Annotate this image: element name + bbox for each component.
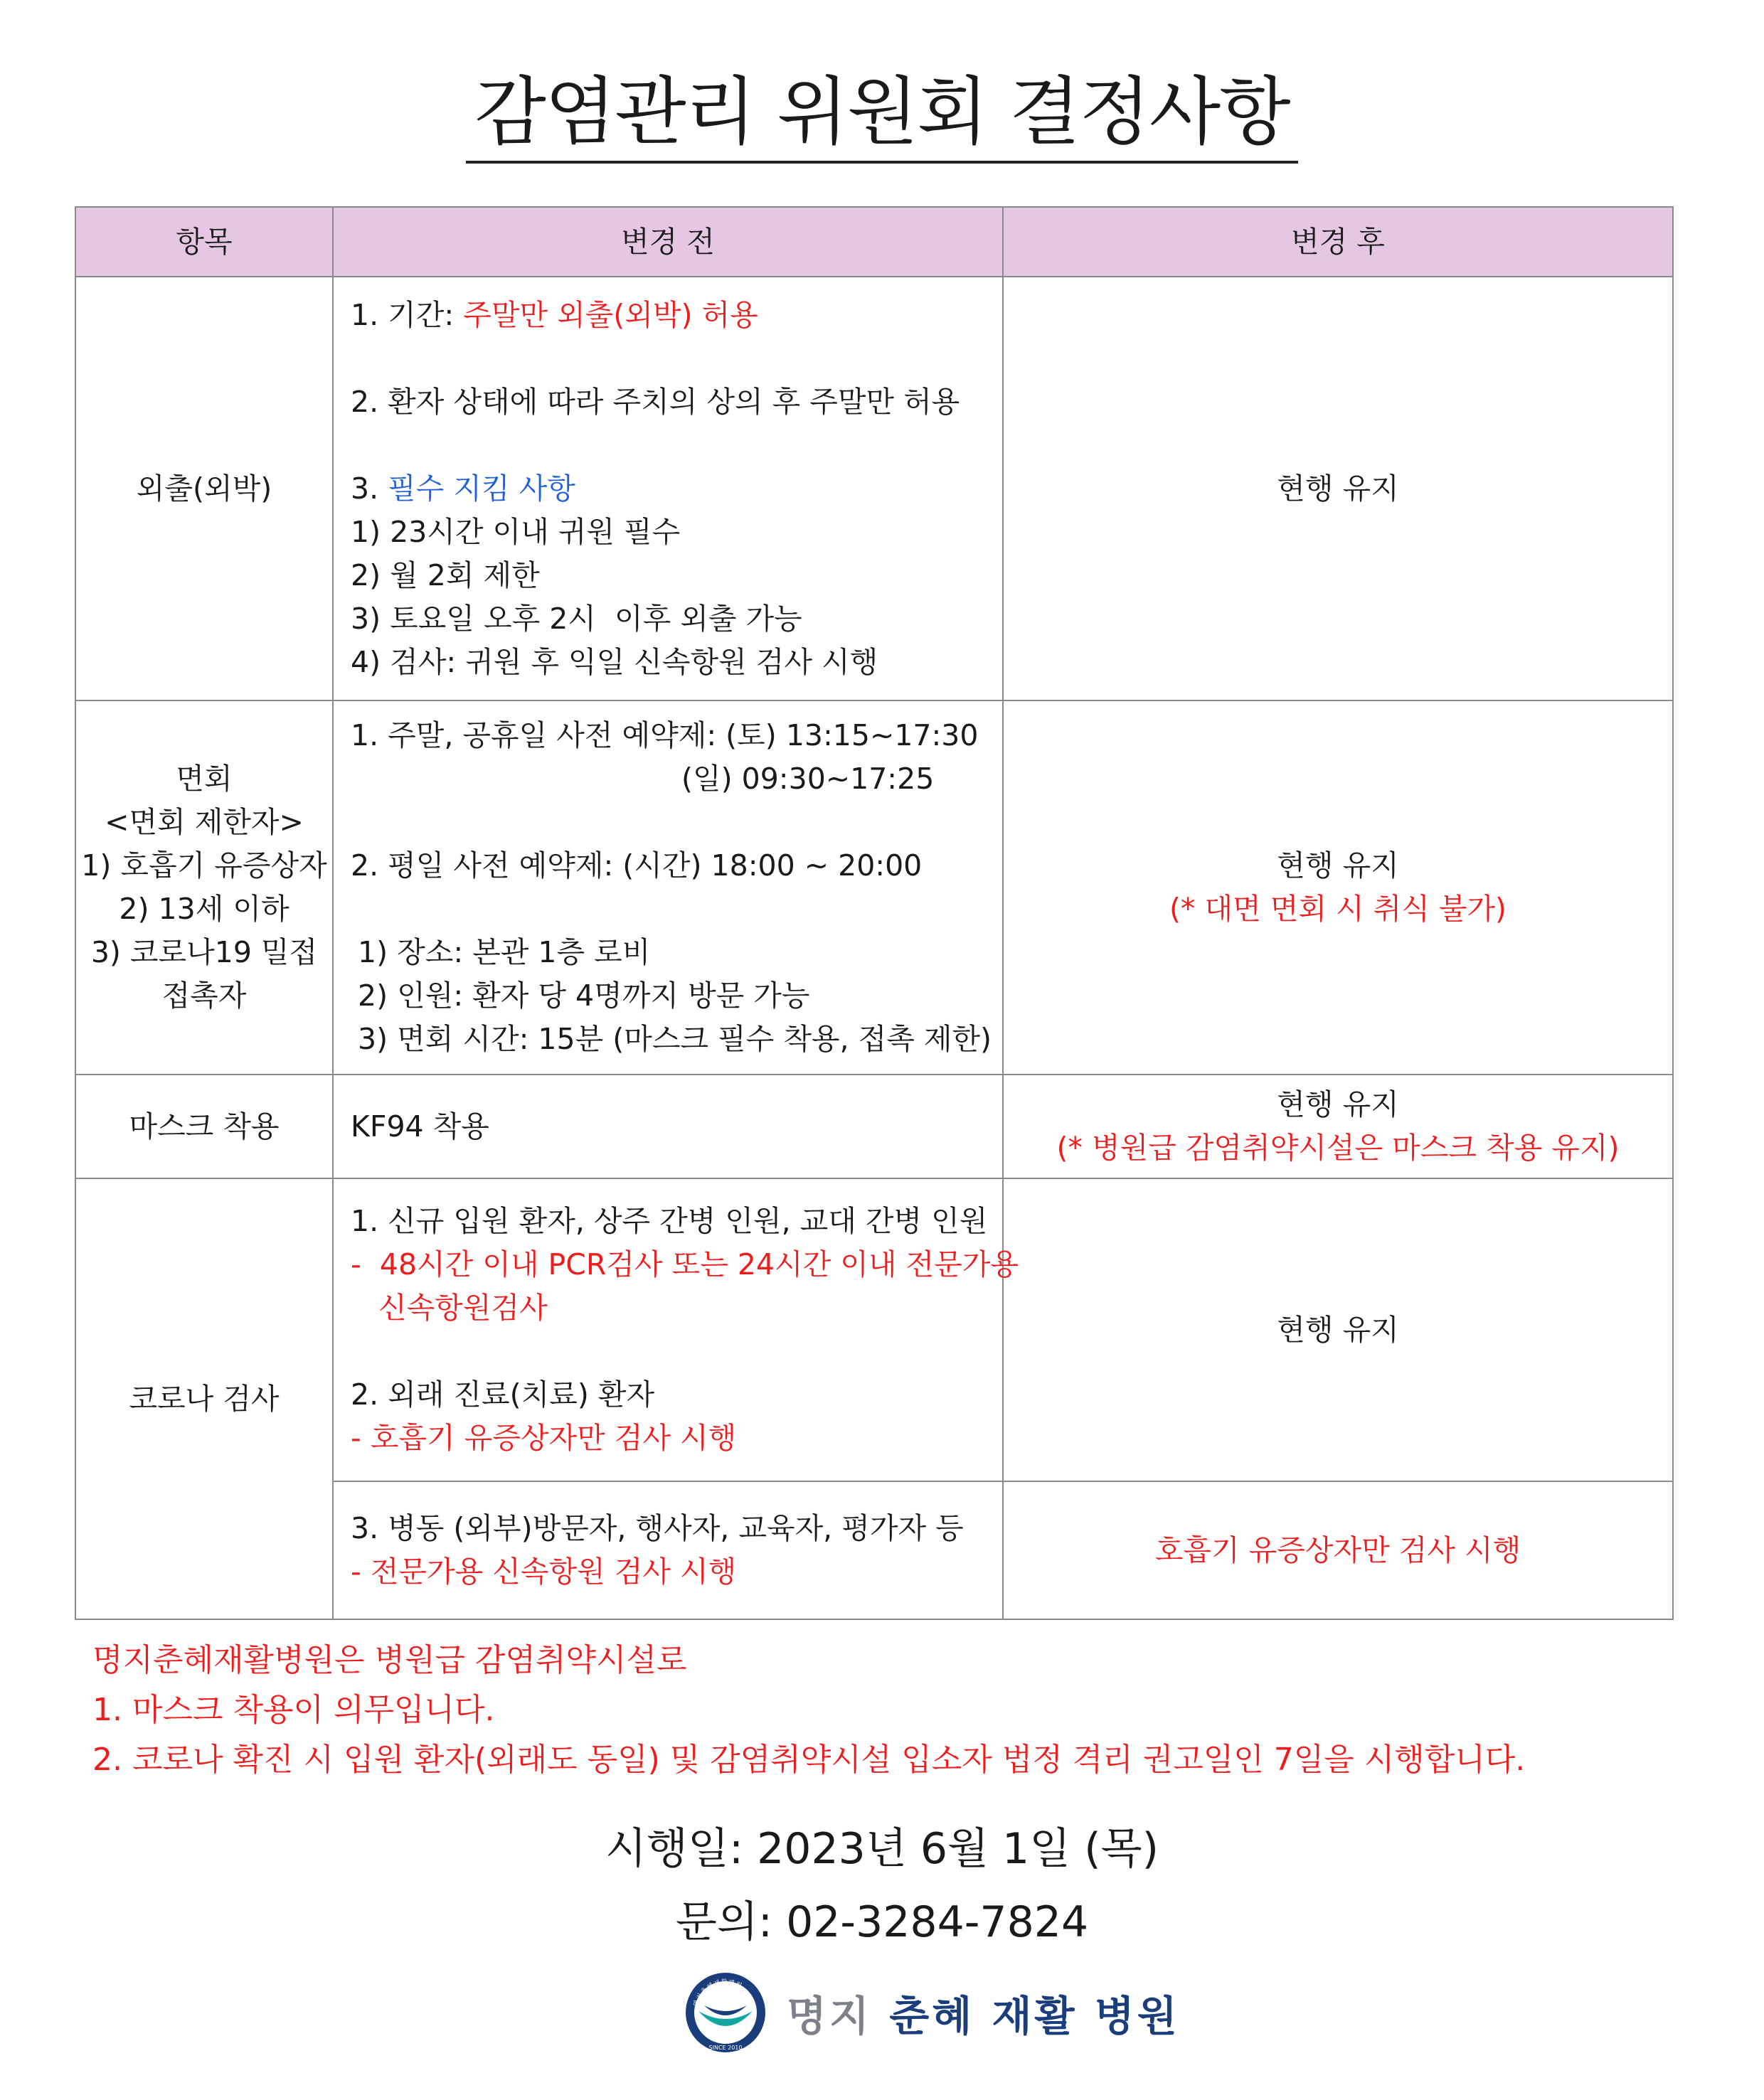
table-row-covid (75, 1178, 1673, 1481)
visit-title: 면회 (176, 762, 233, 796)
list-item: 3) 토요일 오후 2시 이후 외출 가능 (351, 601, 802, 636)
seal-since: SINCE 2010 (708, 2045, 743, 2051)
note-line: 명지춘혜재활병원은 병원급 감염취약시설로 (92, 1642, 687, 1678)
visit-sunday: (일) 09:30~17:25 (681, 762, 935, 796)
category-outing: 외출(외박) (75, 277, 333, 700)
before-covid-1 (333, 1178, 1019, 1481)
after-covid-1: 현행 유지 (1003, 1178, 1673, 1481)
hospital-seal-icon (683, 1970, 768, 2055)
outing-period: 1. 기간: 주말만 외출(외박) 허용 (351, 297, 758, 332)
before-mask: KF94 착용 (333, 1075, 1003, 1178)
covid-target-1: 1. 신규 입원 환자, 상주 간병 인원, 교대 간병 인원 (351, 1204, 988, 1238)
visit-weekend: 1. 주말, 공휴일 사전 예약제: (토) 13:15~17:30 (351, 718, 979, 752)
table-header-row (75, 207, 1673, 277)
table-row-mask (75, 1075, 1673, 1178)
outing-condition: 2. 환자 상태에 따라 주치의 상의 후 주말만 허용 (351, 384, 960, 419)
list-item: 접촉자 (161, 979, 247, 1013)
after-mask (1003, 1075, 1673, 1178)
covid-test-1-cont: 신속항원검사 (351, 1291, 548, 1325)
list-item: 1) 23시간 이내 귀원 필수 (351, 514, 681, 549)
mask-after-status: 현행 유지 (1277, 1087, 1399, 1121)
list-item: 3) 코로나19 밀접 (90, 935, 318, 969)
before-visit (333, 700, 1003, 1075)
before-outing (333, 277, 1003, 700)
covid-test-3: - 전문가용 신속항원 검사 시행 (351, 1555, 737, 1589)
outing-rules-heading: 3. 필수 지킴 사항 (351, 471, 575, 506)
effective-date: 시행일: 2023년 6월 1일 (목) (605, 1824, 1159, 1874)
note-line: 1. 마스크 착용이 의무입니다. (92, 1692, 495, 1728)
notes (92, 1636, 1525, 1785)
list-item: 2) 인원: 환자 당 4명까지 방문 가능 (358, 979, 810, 1013)
list-item: 3) 면회 시간: 15분 (마스크 필수 착용, 접촉 제한) (358, 1022, 992, 1056)
document-title: 감염관리 위원회 결정사항 (466, 68, 1297, 164)
category-mask: 마스크 착용 (75, 1075, 333, 1178)
before-covid-2 (333, 1481, 1003, 1619)
header-after: 변경 후 (1003, 207, 1673, 277)
table-row-outing (75, 277, 1673, 700)
visit-restriction-heading: <면회 제한자> (105, 805, 304, 839)
list-item: 4) 검사: 귀원 후 익일 신속항원 검사 시행 (351, 644, 878, 679)
hospital-name: 명지 춘혜 재활 병원 (787, 1992, 1180, 2040)
seal-text: 명지춘혜재활병원 (692, 1978, 743, 2008)
header-item: 항목 (75, 207, 333, 277)
contact: 문의: 02-3284-7824 (675, 1897, 1089, 1947)
visit-after-note: (* 대면 면회 시 취식 불가) (1169, 892, 1507, 926)
category-visit (75, 700, 333, 1075)
list-item: 2) 13세 이하 (119, 892, 289, 926)
list-item: 1) 장소: 본관 1층 로비 (358, 935, 651, 969)
list-item: 2) 월 2회 제한 (351, 558, 540, 592)
list-item: 1) 호흡기 유증상자 (81, 848, 327, 883)
header-before: 변경 전 (333, 207, 1003, 277)
covid-test-2: - 호흡기 유증상자만 검사 시행 (351, 1421, 737, 1455)
after-covid-2: 호흡기 유증상자만 검사 시행 (1003, 1481, 1673, 1619)
covid-target-3: 3. 병동 (외부)방문자, 행사자, 교육자, 평가자 등 (351, 1511, 964, 1545)
covid-target-2: 2. 외래 진료(치료) 환자 (351, 1377, 655, 1412)
after-visit (1003, 700, 1673, 1075)
mask-after-note: (* 병원급 감염취약시설은 마스크 착용 유지) (1056, 1131, 1620, 1165)
decision-table (75, 206, 1674, 1620)
category-covid: 코로나 검사 (75, 1178, 333, 1619)
covid-test-1: - 48시간 이내 PCR검사 또는 24시간 이내 전문가용 (351, 1247, 1019, 1281)
table-row-visit (75, 700, 1673, 1075)
document-title-wrap (0, 68, 1764, 164)
hospital-logo (683, 1970, 1180, 2055)
after-outing: 현행 유지 (1003, 277, 1673, 700)
note-line: 2. 코로나 확진 시 입원 환자(외래도 동일) 및 감염취약시설 입소자 법정 격리 권고일인 7일을 시행합니다. (92, 1742, 1526, 1778)
visit-weekday: 2. 평일 사전 예약제: (시간) 18:00 ~ 20:00 (351, 848, 923, 883)
visit-after-status: 현행 유지 (1277, 848, 1399, 883)
